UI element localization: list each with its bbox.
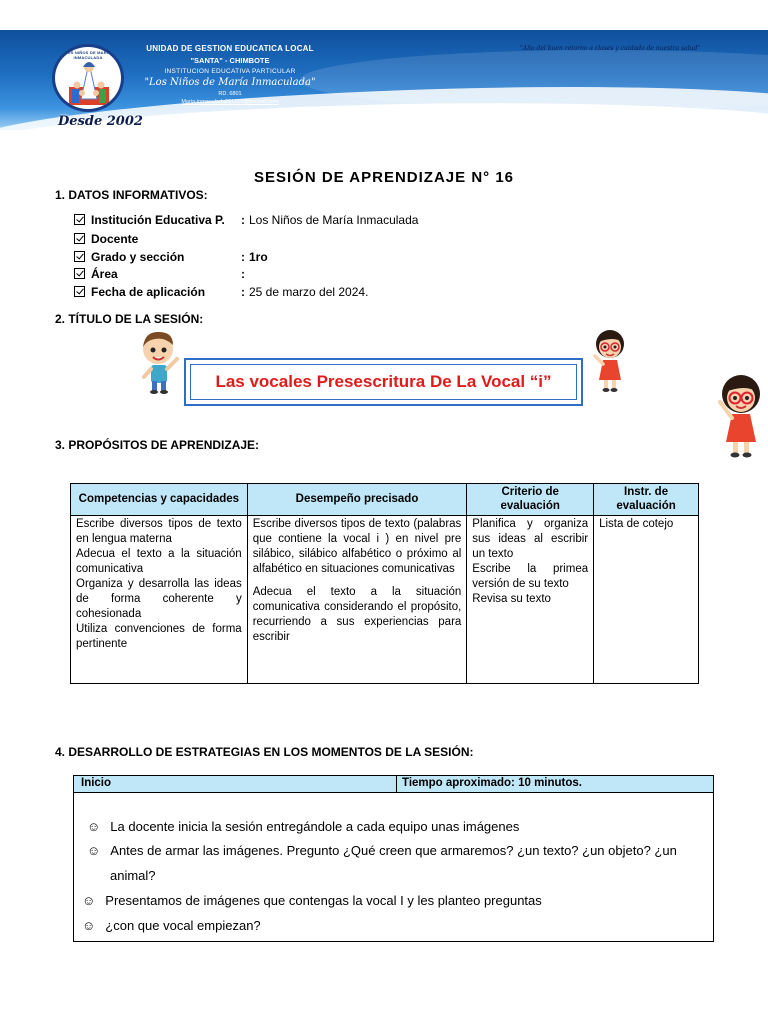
- header-line-type: INSTITUCION EDUCATIVA PARTICULAR: [164, 68, 296, 75]
- desempeno-text: Escribe diversos tipos de texto (palabras que contiene la vocal i ) en nivel pre silábico, silábico alfabético o próximo al alfabético en situaciones comunicativas: [252, 518, 462, 575]
- info-label: Institución Educativa P.: [91, 212, 225, 227]
- criterio-text: Planifica y organiza sus ideas al escribir un texto: [472, 518, 589, 560]
- checkbox-checked-icon: [74, 251, 85, 262]
- competencia-text: Escribe diversos tipos de texto en lengua materna: [76, 518, 242, 545]
- smiley-icon: ☺: [82, 893, 96, 908]
- info-value: 25 de marzo del 2024.: [249, 284, 369, 299]
- strategy-item: [82, 894, 542, 907]
- section-heading-estrategias: 4. DESARROLLO DE ESTRATEGIAS EN LOS MOMENTOS DE LA SESIÓN:: [55, 745, 474, 759]
- instrumento-cell: [594, 516, 699, 684]
- smiley-icon: ☺: [82, 918, 96, 933]
- competencias-cell: [71, 516, 248, 684]
- info-separator: :: [241, 249, 245, 264]
- smiley-icon: ☺: [87, 843, 101, 858]
- strategy-header: [74, 776, 713, 793]
- checkbox-checked-icon: [74, 286, 85, 297]
- virgin-children-emblem-icon: [69, 59, 109, 105]
- strategy-box: [73, 775, 714, 942]
- strategy-item: [87, 820, 519, 833]
- info-separator: :: [241, 212, 245, 227]
- column-header: Desempeño precisado: [247, 484, 467, 516]
- strategy-text: La docente inicia la sesión entregándole a cada equipo unas imágenes: [110, 819, 520, 834]
- info-label: Área: [91, 266, 118, 281]
- since-year: Desde 2002: [58, 114, 143, 129]
- strategy-item: [82, 919, 261, 932]
- header-line-email: Maria-inmaculada201016@hotmail.com: [181, 99, 279, 105]
- header-line-school-name: "Los Niños de María Inmaculada": [144, 77, 316, 88]
- purposes-table: [70, 483, 699, 684]
- section-heading-titulo: 2. TÍTULO DE LA SESIÓN:: [55, 312, 204, 326]
- strategy-text: Antes de armar las imágenes. Pregunto ¿Qué creen que armaremos? ¿un texto? ¿un objeto? ¿un: [110, 843, 677, 858]
- header-line-ugel: UNIDAD DE GESTION EDUCATICA LOCAL: [146, 44, 314, 53]
- year-motto: "Año del buen retorno a clases y cuidado de nuestra salud": [520, 45, 701, 52]
- desempeno-text: Adecua el texto a la situación comunicativa considerando el propósito, recurriendo a sus experiencias para escribir: [252, 585, 462, 643]
- capacidad-text: Utiliza convenciones de forma pertinente: [76, 622, 242, 650]
- info-row-area: [74, 265, 249, 282]
- section-heading-datos: 1. DATOS INFORMATIVOS:: [55, 188, 208, 202]
- time-label: Tiempo aproximado: 10 minutos.: [402, 777, 582, 789]
- girl-glasses-cartoon-icon: [714, 368, 768, 460]
- girl-cartoon-icon: [590, 324, 630, 394]
- strategy-text: Presentamos de imágenes que contengas la vocal I y les planteo preguntas: [105, 893, 542, 908]
- school-logo: [52, 44, 124, 112]
- table-row: [71, 516, 699, 684]
- smiley-icon: ☺: [87, 819, 101, 834]
- boy-cartoon-icon: [135, 325, 183, 395]
- school-header-text: [130, 44, 330, 105]
- checkbox-checked-icon: [74, 233, 85, 244]
- session-topic: Las vocales Presescritura De La Vocal “i”: [215, 372, 552, 391]
- column-header: Competencias y capacidades: [71, 484, 248, 516]
- info-row-grado: [74, 248, 268, 265]
- info-label: Fecha de aplicación: [91, 284, 206, 299]
- info-label: Docente: [91, 231, 139, 246]
- info-value: 1ro: [249, 249, 268, 264]
- desempeno-cell: [247, 516, 467, 684]
- info-separator: :: [241, 284, 245, 299]
- info-row-docente: [74, 230, 245, 247]
- logo-ring-text: LOS NIÑOS DE MARÍA INMACULADA: [64, 50, 112, 60]
- strategy-item-continued: [110, 869, 156, 882]
- session-topic-inner-border: [190, 364, 577, 400]
- checkbox-checked-icon: [74, 268, 85, 279]
- section-heading-propositos: 3. PROPÓSITOS DE APRENDIZAJE:: [55, 438, 260, 452]
- strategy-text: ¿con que vocal empiezan?: [105, 918, 261, 933]
- header-line-rd: RD. 6801: [218, 91, 242, 97]
- info-separator: :: [241, 266, 245, 281]
- checkbox-checked-icon: [74, 214, 85, 225]
- instrumento-text: Lista de cotejo: [599, 518, 674, 530]
- info-label: Grado y sección: [91, 249, 185, 264]
- criterio-cell: [467, 516, 594, 684]
- column-header: Instr. de evaluación: [594, 484, 699, 516]
- criterio-text: Revisa su texto: [472, 592, 551, 605]
- capacidad-text: Adecua el texto a la situación comunicativa: [76, 547, 242, 575]
- column-header: Criterio de evaluación: [467, 484, 594, 516]
- criterio-text: Escribe la primea versión de su texto: [472, 562, 589, 590]
- strategy-text: animal?: [110, 868, 156, 883]
- info-value: Los Niños de María Inmaculada: [249, 212, 419, 227]
- page-title: SESIÓN DE APRENDIZAJE N° 16: [254, 169, 514, 186]
- phase-label: Inicio: [74, 776, 397, 792]
- capacidad-text: Organiza y desarrolla las ideas de forma coherente y cohesionada: [76, 577, 242, 620]
- info-row-fecha: [74, 283, 368, 300]
- table-header-row: [71, 484, 699, 516]
- session-topic-box: [184, 358, 583, 406]
- header-line-city: "SANTA" - CHIMBOTE: [190, 56, 270, 65]
- strategy-item: [87, 844, 707, 857]
- info-row-institucion: [74, 211, 418, 228]
